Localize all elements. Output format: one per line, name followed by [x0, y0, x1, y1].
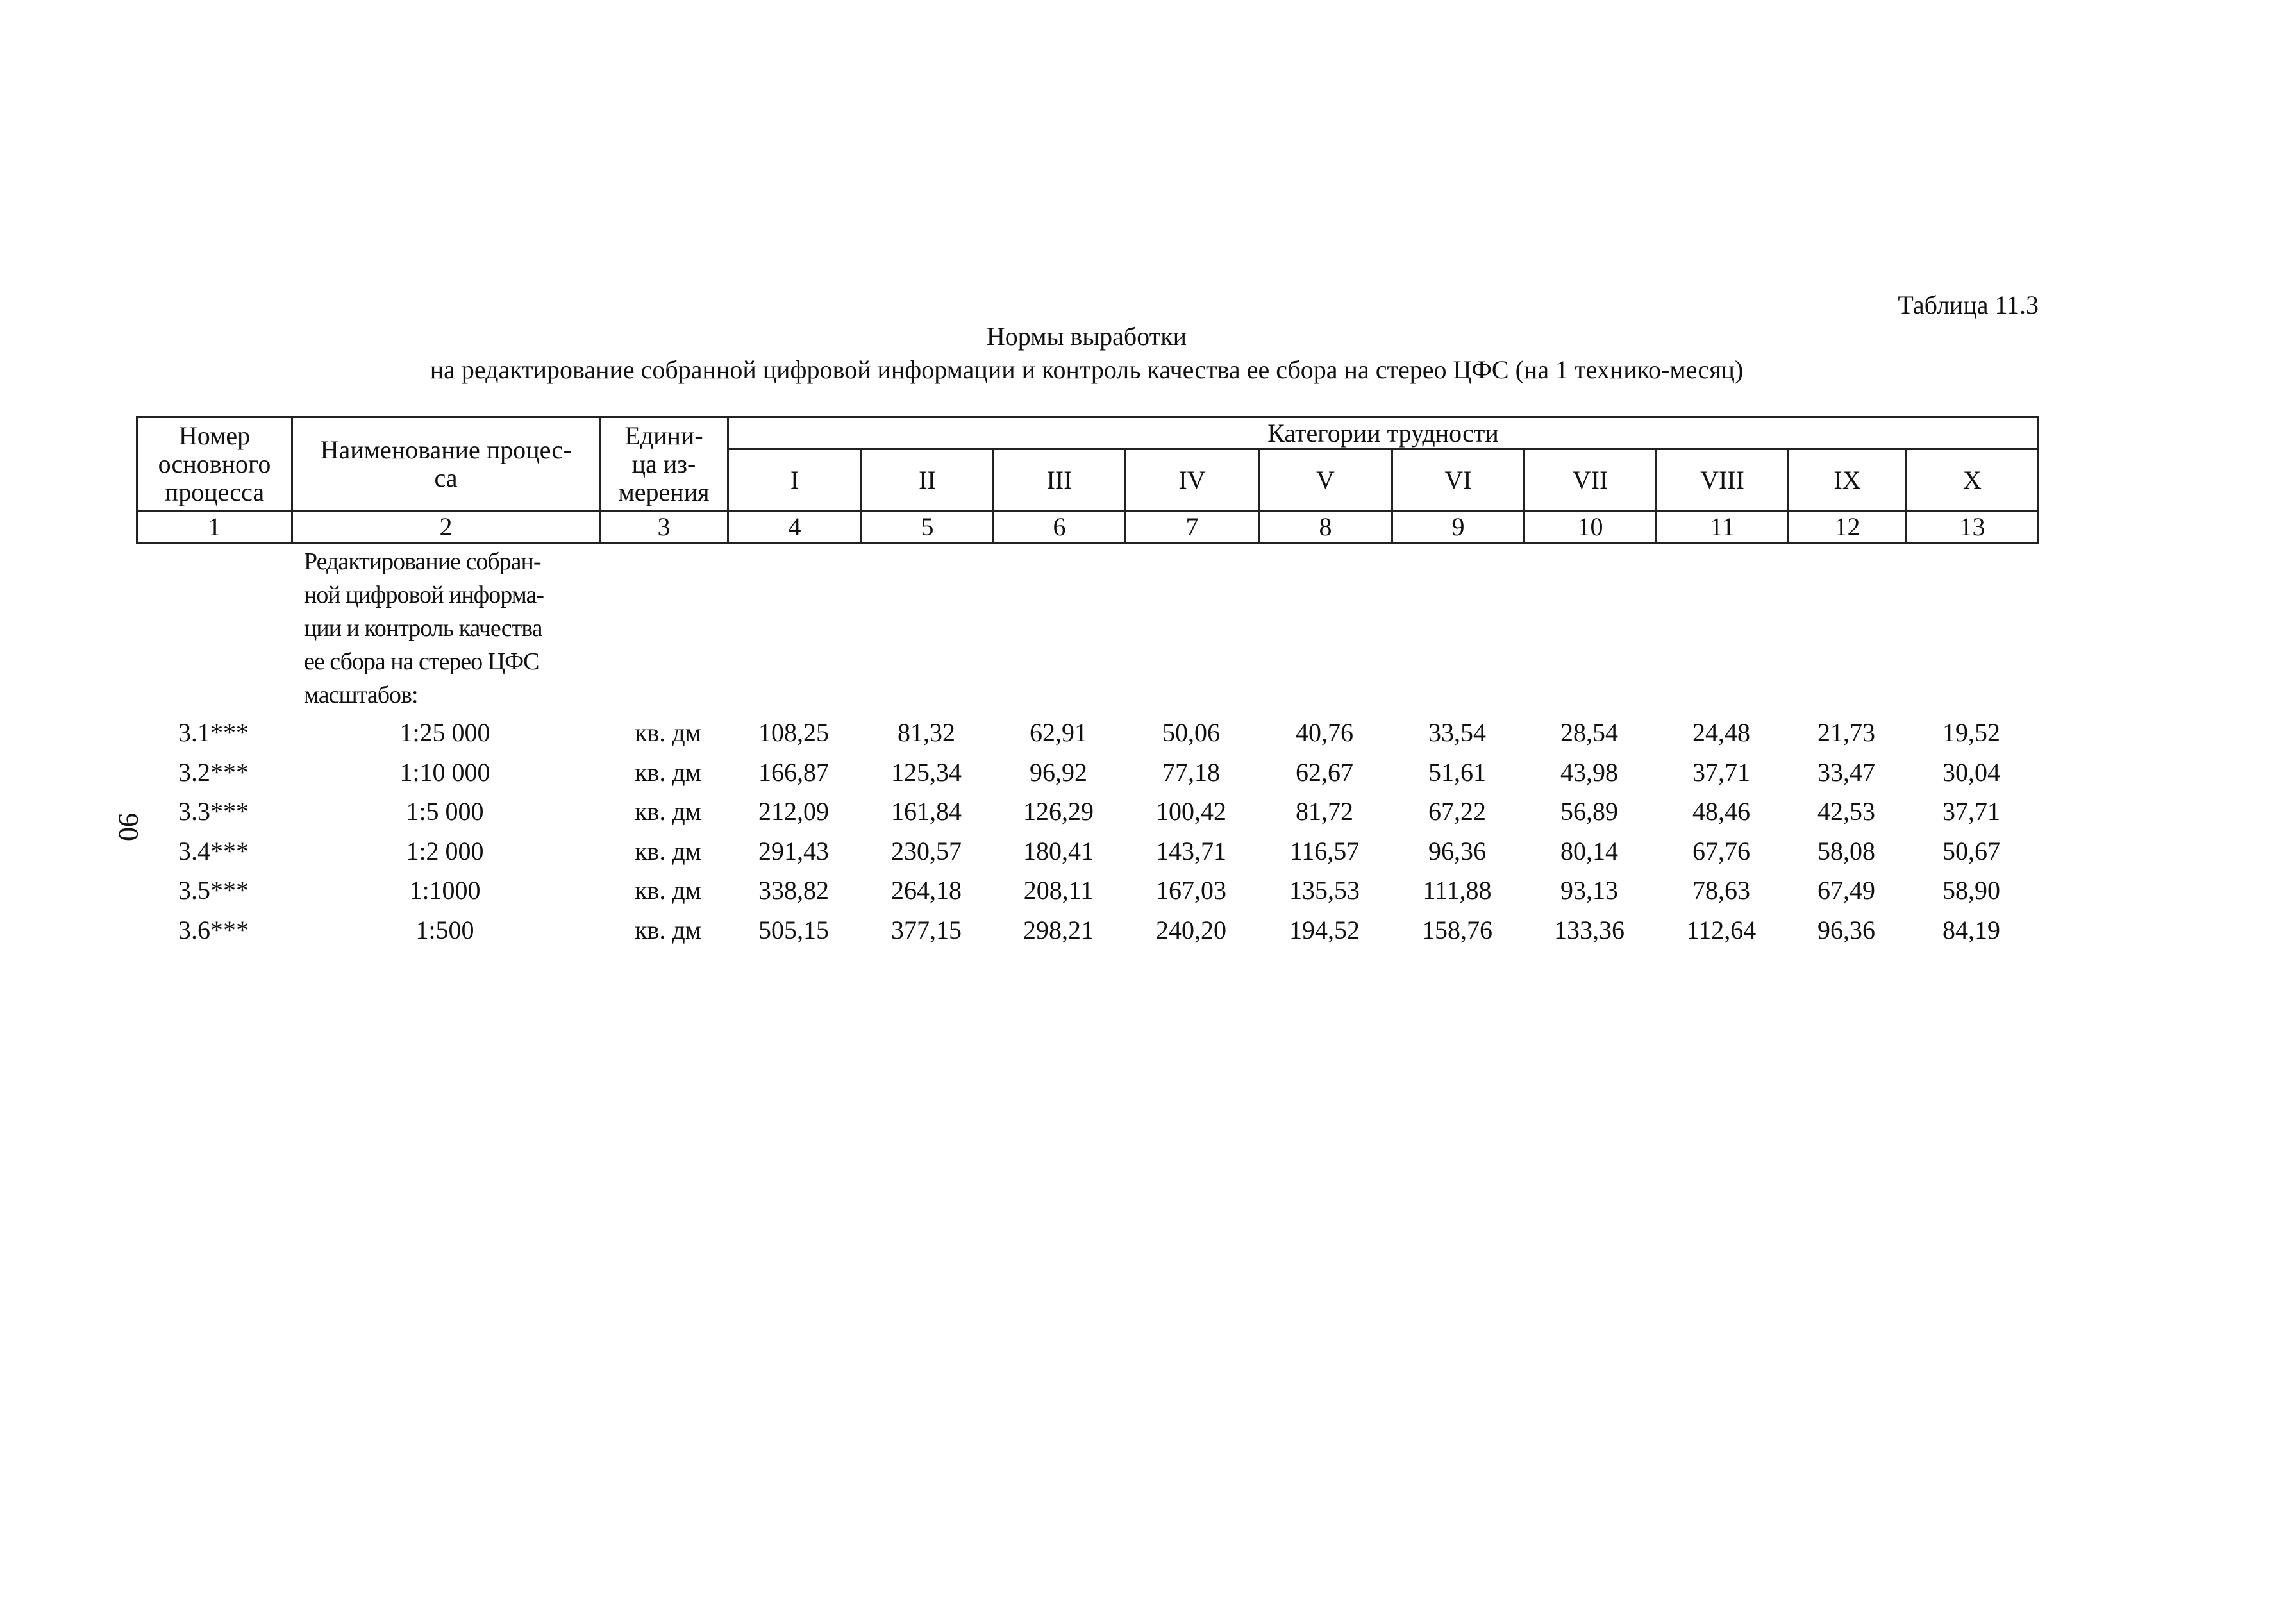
header-category: III — [994, 449, 1126, 512]
column-number: 3 — [600, 512, 728, 543]
row-value: 112,64 — [1686, 915, 1757, 944]
row-value: 81,32 — [898, 718, 955, 748]
row-value: 21,73 — [1817, 718, 1875, 748]
group-description-line: ции и контроль качества — [304, 615, 542, 642]
row-process-name: 1:1000 — [409, 876, 481, 905]
column-number: 12 — [1789, 512, 1907, 543]
row-value: 135,53 — [1289, 876, 1360, 905]
header-category: II — [862, 449, 994, 512]
header-category: X — [1907, 449, 2039, 512]
row-process-name: 1:5 000 — [406, 797, 484, 826]
row-process-number: 3.1*** — [178, 718, 249, 748]
row-process-number: 3.3*** — [178, 797, 249, 826]
row-process-name: 1:500 — [415, 915, 474, 944]
header-category: IV — [1126, 449, 1259, 512]
header-categories-title: Категории трудности — [728, 417, 2039, 449]
title-line-2: на редактирование собранной цифровой информации и контроль качества ее сбора на стерео ЦФС (на 1 технико-месяц) — [430, 355, 1744, 384]
row-value: 56,89 — [1560, 797, 1618, 826]
row-value: 62,91 — [1030, 718, 1087, 748]
row-value: 81,72 — [1296, 797, 1353, 826]
header-category: IX — [1789, 449, 1907, 512]
header-unit-line: ца из- — [631, 449, 696, 478]
row-value: 133,36 — [1554, 915, 1625, 944]
row-unit: кв. дм — [635, 757, 701, 787]
table-label: Таблица 11.3 — [1898, 290, 2039, 319]
row-value: 84,19 — [1942, 915, 2000, 944]
row-value: 50,06 — [1162, 718, 1220, 748]
row-value: 377,15 — [891, 915, 962, 944]
row-value: 51,61 — [1428, 757, 1486, 787]
row-value: 62,67 — [1296, 757, 1353, 787]
row-value: 37,71 — [1692, 757, 1750, 787]
header-unit-line: Едини- — [624, 421, 703, 450]
row-value: 30,04 — [1942, 757, 2000, 787]
row-process-number: 3.6*** — [178, 915, 249, 944]
row-value: 96,36 — [1428, 836, 1486, 866]
header-process-number-line: процесса — [164, 478, 265, 506]
row-value: 126,29 — [1023, 797, 1094, 826]
row-value: 50,67 — [1942, 836, 2000, 866]
header-process-number-line: Номер — [178, 421, 251, 450]
header-process-number — [137, 417, 292, 512]
row-value: 230,57 — [891, 836, 962, 866]
table-row — [136, 910, 2037, 950]
row-value: 125,34 — [891, 757, 962, 787]
row-unit: кв. дм — [635, 876, 701, 905]
row-value: 37,71 — [1942, 797, 2000, 826]
row-unit: кв. дм — [635, 797, 701, 826]
table-row — [136, 792, 2037, 832]
row-value: 93,13 — [1560, 876, 1618, 905]
header-category: V — [1259, 449, 1392, 512]
row-value: 58,90 — [1942, 876, 2000, 905]
row-value: 100,42 — [1156, 797, 1226, 826]
row-value: 158,76 — [1422, 915, 1492, 944]
row-value: 67,76 — [1692, 836, 1750, 866]
row-value: 19,52 — [1942, 718, 2000, 748]
group-description-line: ной цифровой информа- — [304, 582, 544, 608]
group-description-line: Редактирование собран- — [304, 548, 541, 575]
row-value: 291,43 — [758, 836, 829, 866]
row-value: 338,82 — [758, 876, 829, 905]
row-value: 116,57 — [1289, 836, 1360, 866]
row-value: 48,46 — [1692, 797, 1750, 826]
table-row — [136, 713, 2037, 753]
page-number: 90 — [113, 813, 144, 841]
row-value: 78,63 — [1692, 876, 1750, 905]
row-value: 143,71 — [1156, 836, 1226, 866]
column-number: 4 — [728, 512, 862, 543]
column-number: 7 — [1126, 512, 1259, 543]
header-process-number-line: основного — [158, 449, 271, 478]
row-value: 96,36 — [1817, 915, 1875, 944]
column-number: 1 — [137, 512, 292, 543]
group-description — [304, 545, 573, 712]
row-value: 505,15 — [758, 915, 829, 944]
row-process-number: 3.2*** — [178, 757, 249, 787]
column-number: 5 — [862, 512, 994, 543]
row-value: 80,14 — [1560, 836, 1618, 866]
row-value: 43,98 — [1560, 757, 1618, 787]
row-value: 24,48 — [1692, 718, 1750, 748]
column-number: 10 — [1524, 512, 1657, 543]
header-category: VI — [1392, 449, 1524, 512]
row-process-name: 1:25 000 — [399, 718, 490, 748]
row-unit: кв. дм — [635, 718, 701, 748]
row-value: 33,54 — [1428, 718, 1486, 748]
row-value: 33,47 — [1817, 757, 1875, 787]
row-value: 167,03 — [1156, 876, 1226, 905]
header-unit-line: мерения — [618, 478, 710, 506]
row-value: 40,76 — [1296, 718, 1353, 748]
header-process-name — [292, 417, 600, 512]
row-value: 67,49 — [1817, 876, 1875, 905]
row-value: 108,25 — [758, 718, 829, 748]
row-value: 111,88 — [1423, 876, 1492, 905]
row-value: 298,21 — [1023, 915, 1094, 944]
row-value: 96,92 — [1030, 757, 1087, 787]
table-row — [136, 832, 2037, 871]
row-value: 77,18 — [1162, 757, 1220, 787]
row-process-name: 1:10 000 — [399, 757, 490, 787]
row-value: 42,53 — [1817, 797, 1875, 826]
column-number: 9 — [1392, 512, 1524, 543]
data-rows-table — [136, 713, 2037, 950]
header-process-name-line: Наименование процес- — [320, 435, 572, 464]
header-unit — [600, 417, 728, 512]
row-value: 58,08 — [1817, 836, 1875, 866]
header-table — [136, 416, 2039, 544]
row-value: 28,54 — [1560, 718, 1618, 748]
header-category: VIII — [1657, 449, 1789, 512]
row-process-number: 3.5*** — [178, 876, 249, 905]
group-description-line: ее сбора на стерео ЦФС — [304, 648, 539, 675]
row-value: 161,84 — [891, 797, 962, 826]
row-value: 67,22 — [1428, 797, 1486, 826]
header-category: I — [728, 449, 862, 512]
title-line-1: Нормы выработки — [986, 322, 1187, 351]
column-number: 13 — [1907, 512, 2039, 543]
row-unit: кв. дм — [635, 836, 701, 866]
header-process-name-line: са — [434, 464, 458, 492]
row-value: 180,41 — [1023, 836, 1094, 866]
row-value: 264,18 — [891, 876, 962, 905]
table-row — [136, 753, 2037, 792]
row-value: 194,52 — [1289, 915, 1360, 944]
row-value: 212,09 — [758, 797, 829, 826]
row-value: 240,20 — [1156, 915, 1226, 944]
column-number: 8 — [1259, 512, 1392, 543]
column-number: 2 — [292, 512, 600, 543]
title-block — [0, 321, 2173, 387]
column-number: 11 — [1657, 512, 1789, 543]
row-unit: кв. дм — [635, 915, 701, 944]
row-value: 166,87 — [758, 757, 829, 787]
group-description-line: масштабов: — [304, 682, 418, 708]
row-process-name: 1:2 000 — [406, 836, 484, 866]
table-row — [136, 871, 2037, 910]
row-process-number: 3.4*** — [178, 836, 249, 866]
column-number: 6 — [994, 512, 1126, 543]
row-value: 208,11 — [1023, 876, 1094, 905]
header-category: VII — [1524, 449, 1657, 512]
